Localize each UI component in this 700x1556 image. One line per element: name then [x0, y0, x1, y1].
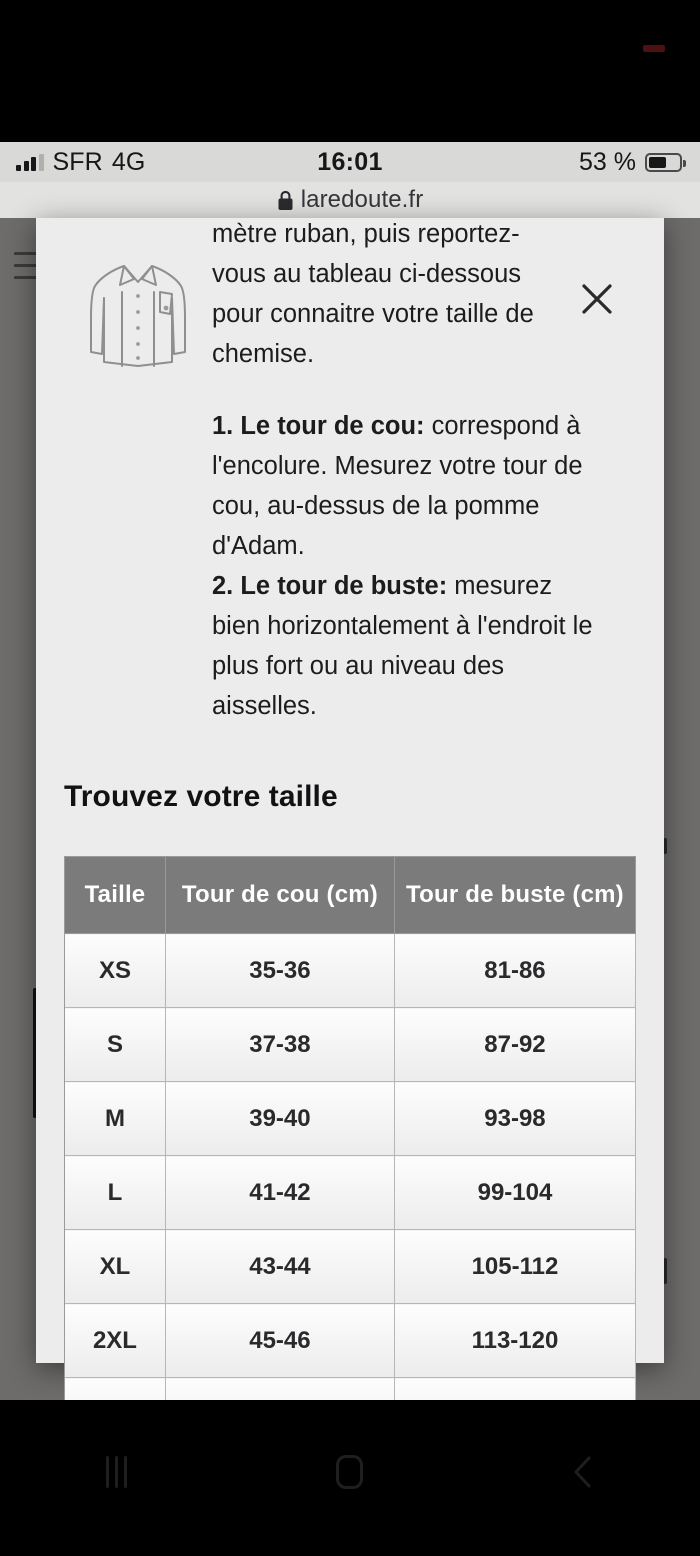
- cell-size: S: [65, 1008, 165, 1082]
- close-icon[interactable]: [574, 276, 620, 322]
- table-header-row: [65, 857, 636, 934]
- cell-chest: 81-86: [394, 934, 635, 1008]
- close-x-glyph: [580, 282, 614, 316]
- clock: 16:01: [317, 147, 383, 176]
- instruction-text: mesurez bien horizontalement à l'endroit le plus fort ou au niveau des aisselles.: [212, 572, 593, 720]
- instruction-text: correspond à l'encolure. Mesurez votre tour de cou, au-dessus de la pomme d'Adam.: [212, 412, 583, 560]
- table-row: [65, 1008, 636, 1082]
- shirt-illustration-icon: [86, 252, 190, 368]
- cell-size: XL: [65, 1230, 165, 1304]
- cell-size: 2XL: [65, 1304, 165, 1378]
- cell-neck: 45-46: [165, 1304, 394, 1378]
- cell-chest: 93-98: [394, 1082, 635, 1156]
- cell-chest: 99-104: [394, 1156, 635, 1230]
- column-header-tour-de-cou: Tour de cou (cm): [165, 857, 394, 934]
- intro-text-block: [212, 218, 566, 374]
- home-icon[interactable]: [233, 1446, 466, 1498]
- cell-neck: 43-44: [165, 1230, 394, 1304]
- cell-size: XS: [65, 934, 165, 1008]
- device-top-bezel: [0, 0, 700, 142]
- column-header-taille: Taille: [65, 857, 165, 934]
- battery-icon: [645, 153, 682, 172]
- cell-neck: 41-42: [165, 1156, 394, 1230]
- recents-icon[interactable]: [0, 1446, 233, 1498]
- table-row: [65, 1230, 636, 1304]
- cell-neck: 35-36: [165, 934, 394, 1008]
- cell-chest: 87-92: [394, 1008, 635, 1082]
- url-text: laredoute.fr: [300, 186, 424, 213]
- instruction-item: [212, 406, 596, 566]
- modal-header-section: [36, 218, 664, 726]
- table-row: [65, 1304, 636, 1378]
- battery-percent: 53 %: [579, 147, 636, 176]
- instruction-label: 1. Le tour de cou:: [212, 412, 425, 440]
- carrier-name: SFR: [52, 147, 103, 176]
- status-bar-right: [579, 142, 682, 182]
- column-header-tour-de-buste: Tour de buste (cm): [394, 857, 635, 934]
- network-type: 4G: [111, 147, 146, 176]
- notification-led-icon: [643, 45, 665, 52]
- back-icon[interactable]: [467, 1446, 700, 1498]
- recents-glyph: [106, 1456, 127, 1488]
- instruction-item: [212, 566, 596, 726]
- status-bar: [0, 142, 700, 182]
- browser-url-bar[interactable]: [0, 182, 700, 218]
- table-row: [65, 934, 636, 1008]
- intro-paragraph: mètre ruban, puis reportez-vous au tableau ci-dessous pour connaitre votre taille de chemise.: [212, 220, 534, 368]
- instruction-label: 2. Le tour de buste:: [212, 572, 448, 600]
- size-guide-modal: [36, 218, 664, 1363]
- table-row: [65, 1082, 636, 1156]
- intro-row: [64, 218, 636, 374]
- section-title: Trouvez votre taille: [64, 780, 338, 813]
- nav-icons: [0, 1446, 700, 1498]
- android-nav-bar: [0, 1400, 700, 1556]
- back-chevron-glyph: [570, 1454, 596, 1490]
- cell-neck: 39-40: [165, 1082, 394, 1156]
- table-row: [65, 1156, 636, 1230]
- lock-icon: [277, 190, 294, 211]
- cell-size: M: [65, 1082, 165, 1156]
- cell-size: L: [65, 1156, 165, 1230]
- cell-neck: 37-38: [165, 1008, 394, 1082]
- cell-chest: 113-120: [394, 1304, 635, 1378]
- home-glyph: [336, 1455, 363, 1489]
- cell-chest: 105-112: [394, 1230, 635, 1304]
- instructions-block: [212, 406, 596, 726]
